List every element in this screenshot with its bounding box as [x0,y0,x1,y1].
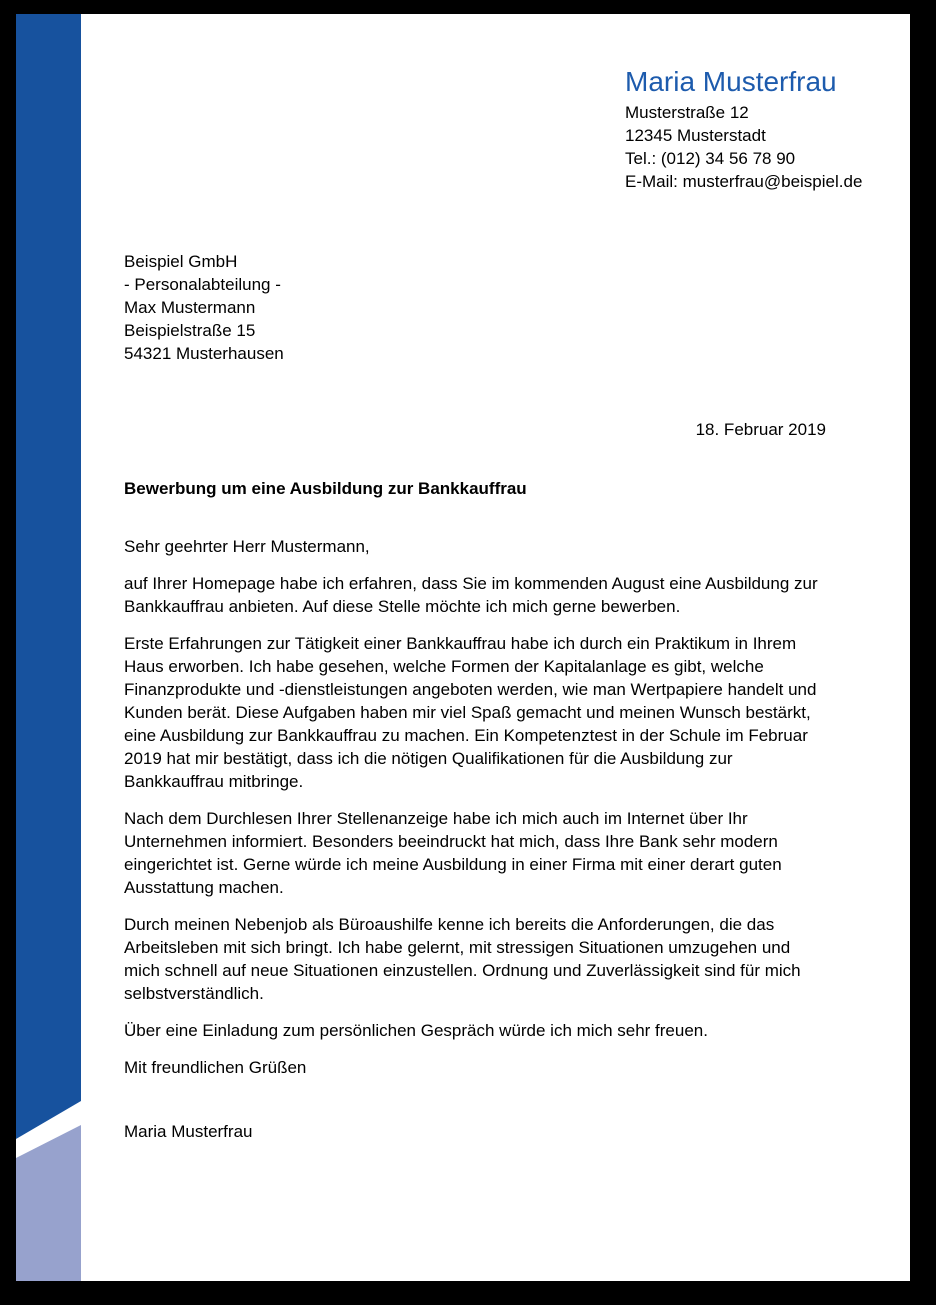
body-paragraph: Durch meinen Nebenjob als Büroaushilfe kenne ich bereits die Anforderungen, die das Arbeitsleben mit sich bringt. Ich habe gelernt, mit stressigen Situationen umzugehen und mich schnell auf neue Situationen einzustellen. Ordnung und Zuverlässigkeit sind für mich selbstverständlich. [124,915,801,1003]
recipient-department: - Personalabteilung - [124,275,281,294]
signature-name: Maria Musterfrau [124,1122,253,1141]
recipient-contact-person: Max Mustermann [124,298,256,317]
body-paragraph: Nach dem Durchlesen Ihrer Stellenanzeige habe ich mich auch im Internet über Ihr Unternehmen informiert. Besonders beeindruckt hat mich, dass Ihre Bank sehr modern eingerichtet ist. Gerne würde ich meine Ausbildung in einer Firma mit einer derart guten Ausstattung machen. [124,809,782,897]
body-paragraph: Erste Erfahrungen zur Tätigkeit einer Bankkauffrau habe ich durch ein Praktikum in Ihrem Haus erworben. Ich habe gesehen, welche Formen der Kapitalanlage es gibt, welche Finanzprodukte und -dienstleistungen angeboten werden, wie man Wertpapiere handelt und Kunden berät. Diese Aufgaben haben mir viel Spaß gemacht und meinen Wunsch bestärkt, eine Ausbildung zur Bankkauffrau zu machen. Ein Kompetenztest in der Schule im Februar 2019 hat mir bestätigt, dass ich die nötigen Qualifikationen für die Ausbildung zur Bankkauffrau mitbringe. [124,634,817,791]
sender-name: Maria Musterfrau [625,66,837,97]
stripe-light-blue [16,1125,81,1281]
salutation: Sehr geehrter Herr Mustermann, [124,537,370,556]
subject-line: Bewerbung um eine Ausbildung zur Bankkauffrau [124,479,527,498]
recipient-city: 54321 Musterhausen [124,344,284,363]
sender-header [625,65,885,193]
recipient-company: Beispiel GmbH [124,252,238,271]
letter-paper [16,14,910,1281]
letter-date: 18. Februar 2019 [695,420,826,439]
body-paragraph: auf Ihrer Homepage habe ich erfahren, dass Sie im kommenden August eine Ausbildung zur Bankkauffrau anbieten. Auf diese Stelle möchte ich mich gerne bewerben. [124,574,818,616]
letter-body [124,535,826,1157]
recipient-block [124,250,284,365]
recipient-street: Beispielstraße 15 [124,321,256,340]
sender-street: Musterstraße 12 [625,103,749,122]
sender-email: E-Mail: musterfrau@beispiel.de [625,172,863,191]
body-paragraph: Über eine Einladung zum persönlichen Gespräch würde ich mich sehr freuen. [124,1021,708,1040]
decorative-side-stripe [16,14,81,1281]
stripe-dark-blue [16,14,81,1139]
sender-phone: Tel.: (012) 34 56 78 90 [625,149,796,168]
sender-city: 12345 Musterstadt [625,126,766,145]
closing-formula: Mit freundlichen Grüßen [124,1058,307,1077]
